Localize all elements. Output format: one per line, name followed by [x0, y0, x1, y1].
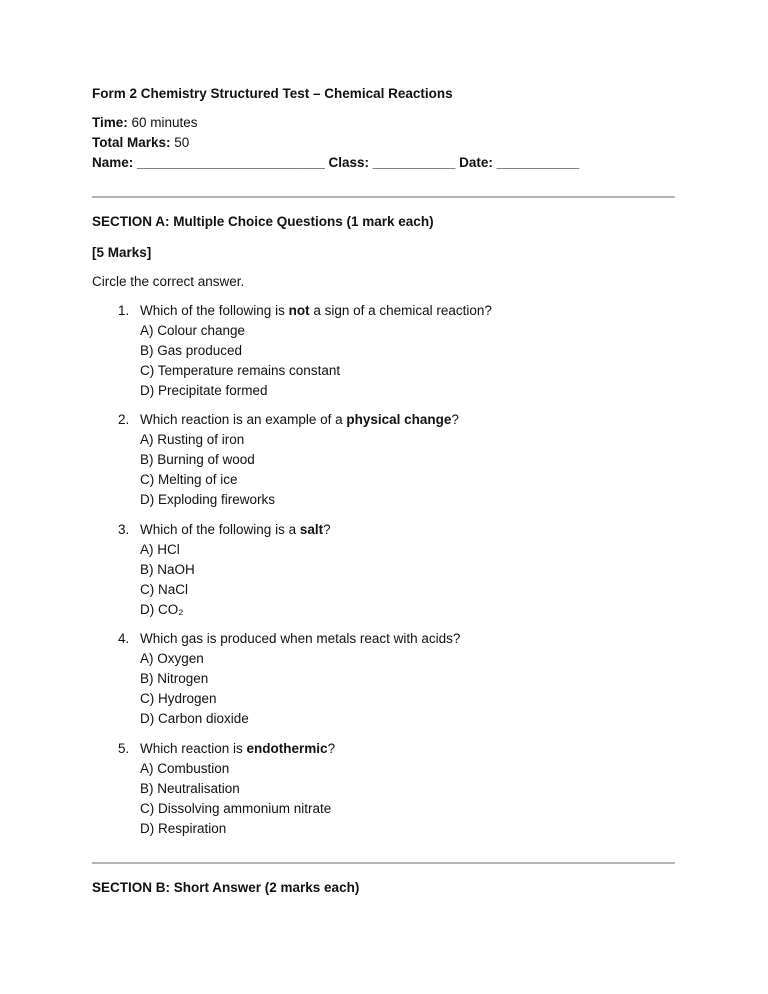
time-label: Time: [92, 115, 128, 130]
question-number: 1. [118, 303, 130, 318]
section-a-marks: [5 Marks] [92, 245, 152, 260]
question-text [140, 410, 459, 430]
question-number: 3. [118, 522, 130, 537]
answer-option[interactable]: D) Exploding fireworks [140, 492, 276, 507]
answer-option[interactable]: B) Neutralisation [140, 781, 240, 796]
question-text-bold: salt [299, 522, 324, 537]
question-text [140, 520, 331, 540]
answer-option[interactable]: A) Rusting of iron [140, 432, 245, 447]
answer-option[interactable]: B) Burning of wood [140, 452, 255, 467]
question-text-pre: Which of the following is [140, 303, 289, 318]
question-text-bold: endothermic [246, 741, 328, 756]
question-text-post: ? [451, 412, 459, 427]
time-line [92, 115, 198, 130]
question-number: 4. [118, 631, 130, 646]
answer-option[interactable]: D) Respiration [140, 821, 227, 836]
question-text [140, 629, 460, 649]
name-class-date-line: Name: _________________________ Class: ___________ Date: ___________ [92, 155, 580, 170]
answer-option[interactable]: A) HCl [140, 542, 180, 557]
question-text [140, 739, 335, 759]
question-3 [118, 520, 331, 620]
answer-option[interactable]: D) Carbon dioxide [140, 711, 249, 726]
question-text-pre: Which reaction is [140, 741, 247, 756]
answer-option[interactable]: C) NaCl [140, 582, 189, 597]
divider [92, 862, 675, 864]
answer-option[interactable]: C) Hydrogen [140, 691, 217, 706]
answer-option[interactable]: D) Precipitate formed [140, 383, 268, 398]
answer-option[interactable]: B) Gas produced [140, 343, 243, 358]
question-number: 5. [118, 741, 130, 756]
question-text-pre: Which of the following is a [140, 522, 300, 537]
answer-option[interactable]: A) Colour change [140, 323, 246, 338]
question-text-post: ? [323, 522, 331, 537]
section-b-title: SECTION B: Short Answer (2 marks each) [92, 880, 360, 895]
question-text [140, 301, 492, 321]
time-value: 60 minutes [127, 115, 198, 130]
answer-option[interactable]: A) Combustion [140, 761, 230, 776]
question-text-post: a sign of a chemical reaction? [309, 303, 492, 318]
answer-option[interactable]: D) CO₂ [140, 602, 184, 617]
question-text-pre: Which gas is produced when metals react with acids? [140, 631, 461, 646]
question-5 [118, 739, 335, 839]
answer-option[interactable]: C) Melting of ice [140, 472, 238, 487]
question-text-bold: physical change [346, 412, 452, 427]
question-number: 2. [118, 412, 130, 427]
question-4 [118, 629, 460, 729]
marks-value: 50 [170, 135, 190, 150]
question-text-post: ? [327, 741, 336, 756]
answer-option[interactable]: C) Temperature remains constant [140, 363, 341, 378]
divider [92, 196, 675, 198]
question-text-pre: Which reaction is an example of a [140, 412, 347, 427]
answer-option[interactable]: B) Nitrogen [140, 671, 209, 686]
question-text-bold: not [288, 303, 310, 318]
test-title: Form 2 Chemistry Structured Test – Chemical Reactions [92, 86, 453, 101]
marks-line [92, 135, 189, 150]
marks-label: Total Marks: [92, 135, 171, 150]
instruction: Circle the correct answer. [92, 274, 245, 289]
answer-option[interactable]: A) Oxygen [140, 651, 204, 666]
section-a-title: SECTION A: Multiple Choice Questions (1 mark each) [92, 214, 434, 229]
answer-option[interactable]: B) NaOH [140, 562, 195, 577]
question-2 [118, 410, 459, 510]
answer-option[interactable]: C) Dissolving ammonium nitrate [140, 801, 332, 816]
question-1 [118, 301, 492, 401]
